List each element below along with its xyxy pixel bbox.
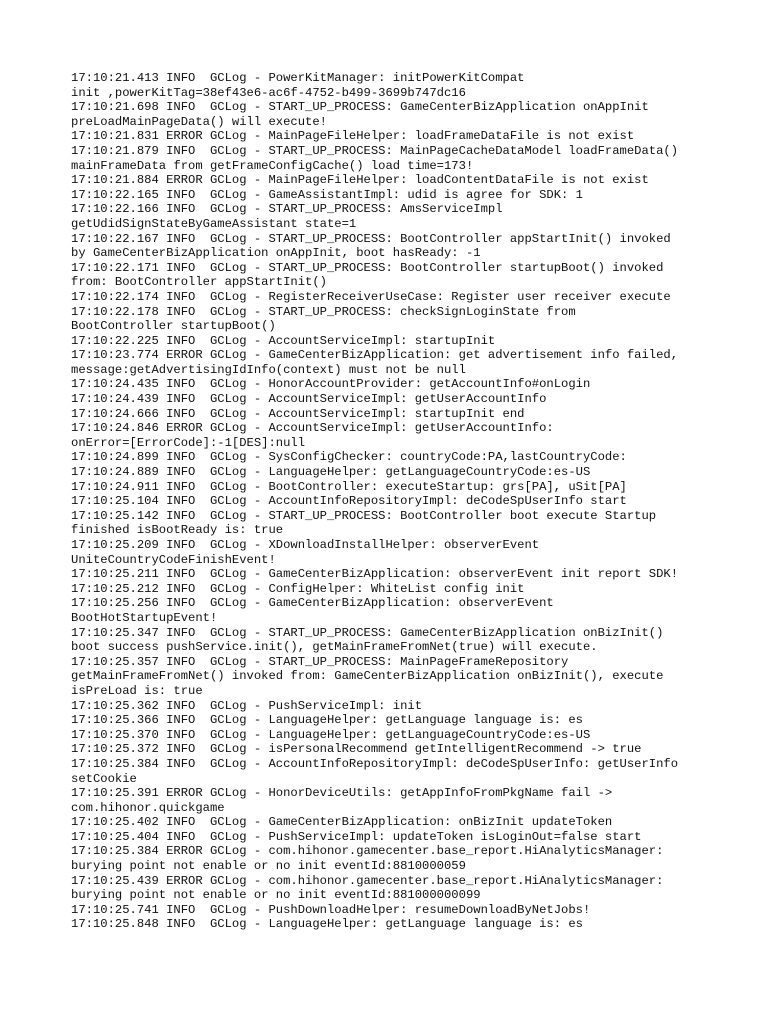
log-line: UniteCountryCodeFinishEvent!: [71, 552, 276, 567]
log-line: 17:10:25.384 ERROR GCLog - com.hihonor.gamecenter.base_report.HiAnalyticsManager:: [71, 844, 664, 859]
log-line: 17:10:25.211 INFO GCLog - GameCenterBizApplication: observerEvent init report SDK!: [71, 567, 679, 582]
log-line: preLoadMainPageData() will execute!: [71, 114, 327, 129]
log-line: 17:10:25.384 INFO GCLog - AccountInfoRepositoryImpl: deCodeSpUserInfo: getUserInfo: [71, 756, 679, 771]
log-line: 17:10:25.104 INFO GCLog - AccountInfoRepositoryImpl: deCodeSpUserInfo start: [71, 494, 627, 509]
log-line: burying point not enable or no init eventId:881000000099: [71, 888, 481, 903]
log-line: com.hihonor.quickgame: [71, 800, 225, 815]
log-line: 17:10:21.698 INFO GCLog - START_UP_PROCESS: GameCenterBizApplication onAppInit: [71, 100, 649, 115]
log-line: 17:10:22.225 INFO GCLog - AccountServiceImpl: startupInit: [71, 333, 496, 348]
log-line: 17:10:22.165 INFO GCLog - GameAssistantImpl: udid is agree for SDK: 1: [71, 187, 583, 202]
log-line: 17:10:25.366 INFO GCLog - LanguageHelper: getLanguage language is: es: [71, 713, 583, 728]
log-line: 17:10:25.439 ERROR GCLog - com.hihonor.gamecenter.base_report.HiAnalyticsManager:: [71, 873, 664, 888]
log-line: 17:10:24.899 INFO GCLog - SysConfigChecker: countryCode:PA,lastCountryCode:: [71, 450, 627, 465]
log-line: 17:10:22.167 INFO GCLog - START_UP_PROCESS: BootController appStartInit() invoked: [71, 231, 671, 246]
log-line: BootController startupBoot(): [71, 319, 276, 334]
log-line: 17:10:25.142 INFO GCLog - START_UP_PROCESS: BootController boot execute Startup: [71, 508, 657, 523]
log-line: 17:10:25.357 INFO GCLog - START_UP_PROCESS: MainPageFrameRepository: [71, 654, 569, 669]
log-line: from: BootController appStartInit(): [71, 275, 327, 290]
log-line: 17:10:24.435 INFO GCLog - HonorAccountProvider: getAccountInfo#onLogin: [71, 377, 591, 392]
log-line: init ,powerKitTag=38ef43e6-ac6f-4752-b499-3699b747dc16: [71, 85, 466, 100]
log-line: by GameCenterBizApplication onAppInit, boot hasReady: -1: [71, 246, 481, 261]
log-line: 17:10:25.848 INFO GCLog - LanguageHelper: getLanguage language is: es: [71, 917, 583, 932]
log-line: 17:10:25.402 INFO GCLog - GameCenterBizApplication: onBizInit updateToken: [71, 815, 613, 830]
log-document: [71, 71, 711, 932]
log-line: mainFrameData from getFrameConfigCache() load time=173!: [71, 158, 474, 173]
log-line: 17:10:22.171 INFO GCLog - START_UP_PROCESS: BootController startupBoot() invoked: [71, 260, 664, 275]
log-line: 17:10:25.404 INFO GCLog - PushServiceImpl: updateToken isLoginOut=false start: [71, 829, 642, 844]
log-line: 17:10:24.439 INFO GCLog - AccountServiceImpl: getUserAccountInfo: [71, 392, 547, 407]
log-line: 17:10:21.831 ERROR GCLog - MainPageFileHelper: loadFrameDataFile is not exist: [71, 129, 635, 144]
log-line: 17:10:22.174 INFO GCLog - RegisterReceiverUseCase: Register user receiver execute: [71, 289, 671, 304]
log-line: 17:10:25.256 INFO GCLog - GameCenterBizApplication: observerEvent: [71, 596, 554, 611]
log-line: message:getAdvertisingIdInfo(context) must not be null: [71, 362, 466, 377]
log-line: 17:10:25.209 INFO GCLog - XDownloadInstallHelper: observerEvent: [71, 538, 540, 552]
log-line: getUdidSignStateByGameAssistant state=1: [71, 216, 357, 231]
log-line: 17:10:24.666 INFO GCLog - AccountServiceImpl: startupInit end: [71, 406, 525, 421]
log-line: 17:10:21.879 INFO GCLog - START_UP_PROCESS: MainPageCacheDataModel loadFrameData(): [71, 143, 679, 158]
log-line: 17:10:25.212 INFO GCLog - ConfigHelper: WhiteList config init: [71, 581, 525, 596]
log-line: 17:10:25.370 INFO GCLog - LanguageHelper: getLanguageCountryCode:es-US: [71, 727, 591, 742]
log-line: 17:10:25.347 INFO GCLog - START_UP_PROCESS: GameCenterBizApplication onBizInit(): [71, 625, 664, 640]
log-line: burying point not enable or no init eventId:8810000059: [71, 859, 466, 874]
log-line: 17:10:25.741 INFO GCLog - PushDownloadHelper: resumeDownloadByNetJobs!: [71, 902, 591, 917]
log-line: boot success pushService.init(), getMainFrameFromNet(true) will execute.: [71, 640, 598, 655]
log-line: 17:10:24.911 INFO GCLog - BootController: executeStartup: grs[PA], uSit[PA]: [71, 479, 627, 494]
log-line: getMainFrameFromNet() invoked from: GameCenterBizApplication onBizInit(), execute: [71, 669, 664, 684]
log-line: onError=[ErrorCode]:-1[DES]:null: [71, 435, 306, 450]
log-line: finished isBootReady is: true: [71, 523, 284, 538]
log-line: 17:10:25.372 INFO GCLog - isPersonalRecommend getIntelligentRecommend -> true: [71, 742, 642, 757]
log-line: 17:10:22.166 INFO GCLog - START_UP_PROCESS: AmsServiceImpl: [71, 202, 503, 217]
log-line: 17:10:22.178 INFO GCLog - START_UP_PROCESS: checkSignLoginState from: [71, 304, 576, 319]
log-line: 17:10:25.362 INFO GCLog - PushServiceImpl: init: [71, 698, 423, 713]
log-line: 17:10:21.413 INFO GCLog - PowerKitManager: initPowerKitCompat: [71, 71, 525, 85]
log-line: 17:10:24.846 ERROR GCLog - AccountServiceImpl: getUserAccountInfo:: [71, 421, 554, 436]
log-line: 17:10:21.884 ERROR GCLog - MainPageFileHelper: loadContentDataFile is not exist: [71, 173, 649, 188]
log-line: BootHotStartupEvent!: [71, 610, 218, 625]
log-line: isPreLoad is: true: [71, 683, 203, 698]
log-line: 17:10:24.889 INFO GCLog - LanguageHelper: getLanguageCountryCode:es-US: [71, 465, 591, 480]
log-line: setCookie: [71, 771, 137, 786]
log-line: 17:10:25.391 ERROR GCLog - HonorDeviceUtils: getAppInfoFromPkgName fail ->: [71, 786, 613, 801]
log-line: 17:10:23.774 ERROR GCLog - GameCenterBizApplication: get advertisement info failed,: [71, 348, 679, 363]
